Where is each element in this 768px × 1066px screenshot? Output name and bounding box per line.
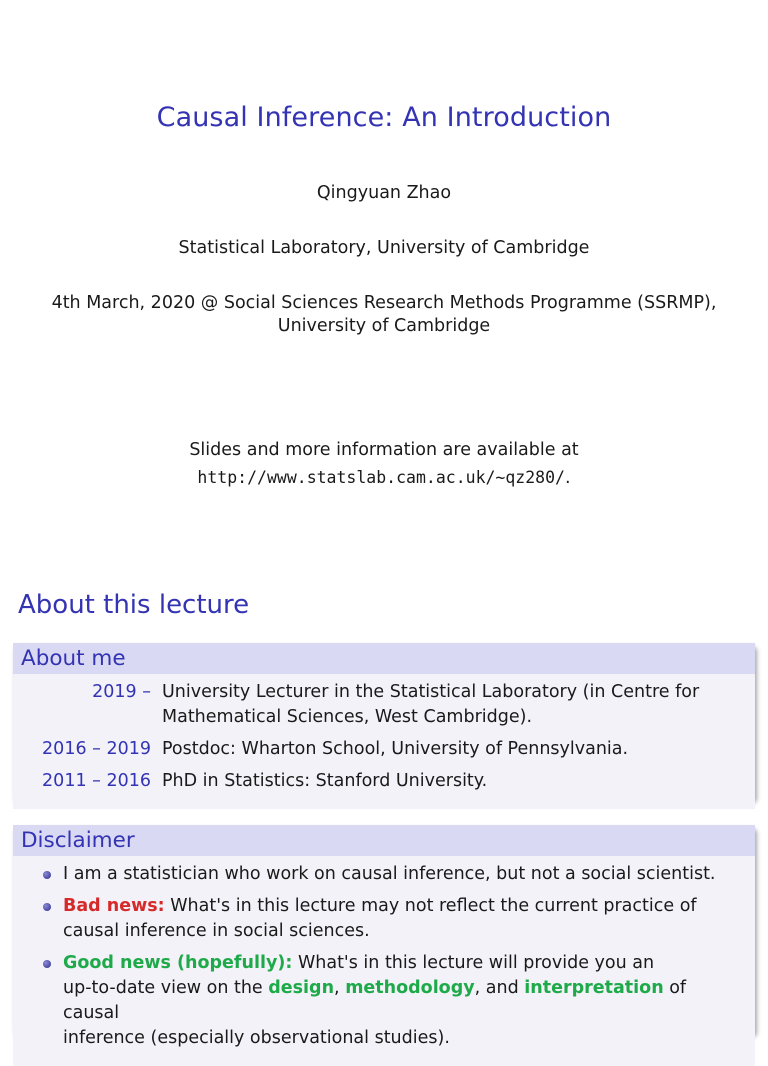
good-news-label: Good news (hopefully): <box>63 953 293 973</box>
cv-row-description: PhD in Statistics: Stanford University. <box>162 771 488 791</box>
slides-url-line <box>0 464 768 492</box>
about-me-block-title: About me <box>13 643 755 674</box>
keyword-interpretation: interpretation <box>524 978 664 998</box>
about-me-block <box>13 643 755 801</box>
slides-info <box>0 437 768 492</box>
bad-news-label: Bad news: <box>63 896 165 916</box>
cv-row-year: 2019 – <box>92 682 151 702</box>
date-venue-line1: 4th March, 2020 @ Social Sciences Research Methods Programme (SSRMP), <box>51 293 717 313</box>
keyword-methodology: methodology <box>345 978 475 998</box>
list-item <box>23 951 745 1051</box>
disclaimer-block <box>13 825 755 1048</box>
frame-title: About this lecture <box>18 590 250 620</box>
bullet-icon <box>43 903 51 911</box>
list-item-text: What's in this lecture will provide you an <box>292 953 655 973</box>
cv-row-description <box>162 680 745 730</box>
keyword-design: design <box>268 978 335 998</box>
list-item-text: inference (especially observational studies). <box>63 1028 450 1048</box>
list-item-text: of causal <box>63 978 687 1023</box>
cv-row <box>23 680 745 730</box>
cv-row-line: Mathematical Sciences, West Cambridge). <box>162 707 533 727</box>
slides-info-text: Slides and more information are available at <box>189 440 579 460</box>
disclaimer-block-body <box>13 856 755 1066</box>
disclaimer-block-title: Disclaimer <box>13 825 755 856</box>
list-item-text: I am a statistician who work on causal inference, but not a social scientist. <box>63 864 716 884</box>
cv-row-year: 2011 – 2016 <box>42 771 151 791</box>
date-venue-line2: University of Cambridge <box>277 316 491 336</box>
cv-row-year: 2016 – 2019 <box>42 739 151 759</box>
list-item <box>23 894 745 944</box>
slides-url-period: . <box>564 468 571 488</box>
about-me-block-body <box>13 674 755 809</box>
list-item-text: , <box>334 978 346 998</box>
list-item-text: , and <box>474 978 525 998</box>
list-item-text: up-to-date view on the <box>63 978 269 998</box>
slides-url-link[interactable]: http://www.statslab.cam.ac.uk/~qz280/ <box>197 468 565 487</box>
bullet-icon <box>43 960 51 968</box>
presentation-title: Causal Inference: An Introduction <box>156 102 612 133</box>
cv-row <box>23 769 745 794</box>
cv-row-description: Postdoc: Wharton School, University of Pennsylvania. <box>162 739 629 759</box>
list-item <box>23 862 745 887</box>
list-item-text: What's in this lecture may not reflect the current practice of <box>164 896 697 916</box>
list-item-text: causal inference in social sciences. <box>63 921 370 941</box>
disclaimer-list <box>23 862 745 1051</box>
cv-row-line: University Lecturer in the Statistical Laboratory (in Centre for <box>162 682 700 702</box>
institute: Statistical Laboratory, University of Cambridge <box>178 238 590 258</box>
bullet-icon <box>43 871 51 879</box>
date-venue <box>0 292 768 338</box>
cv-row <box>23 737 745 762</box>
author-name: Qingyuan Zhao <box>316 183 452 203</box>
